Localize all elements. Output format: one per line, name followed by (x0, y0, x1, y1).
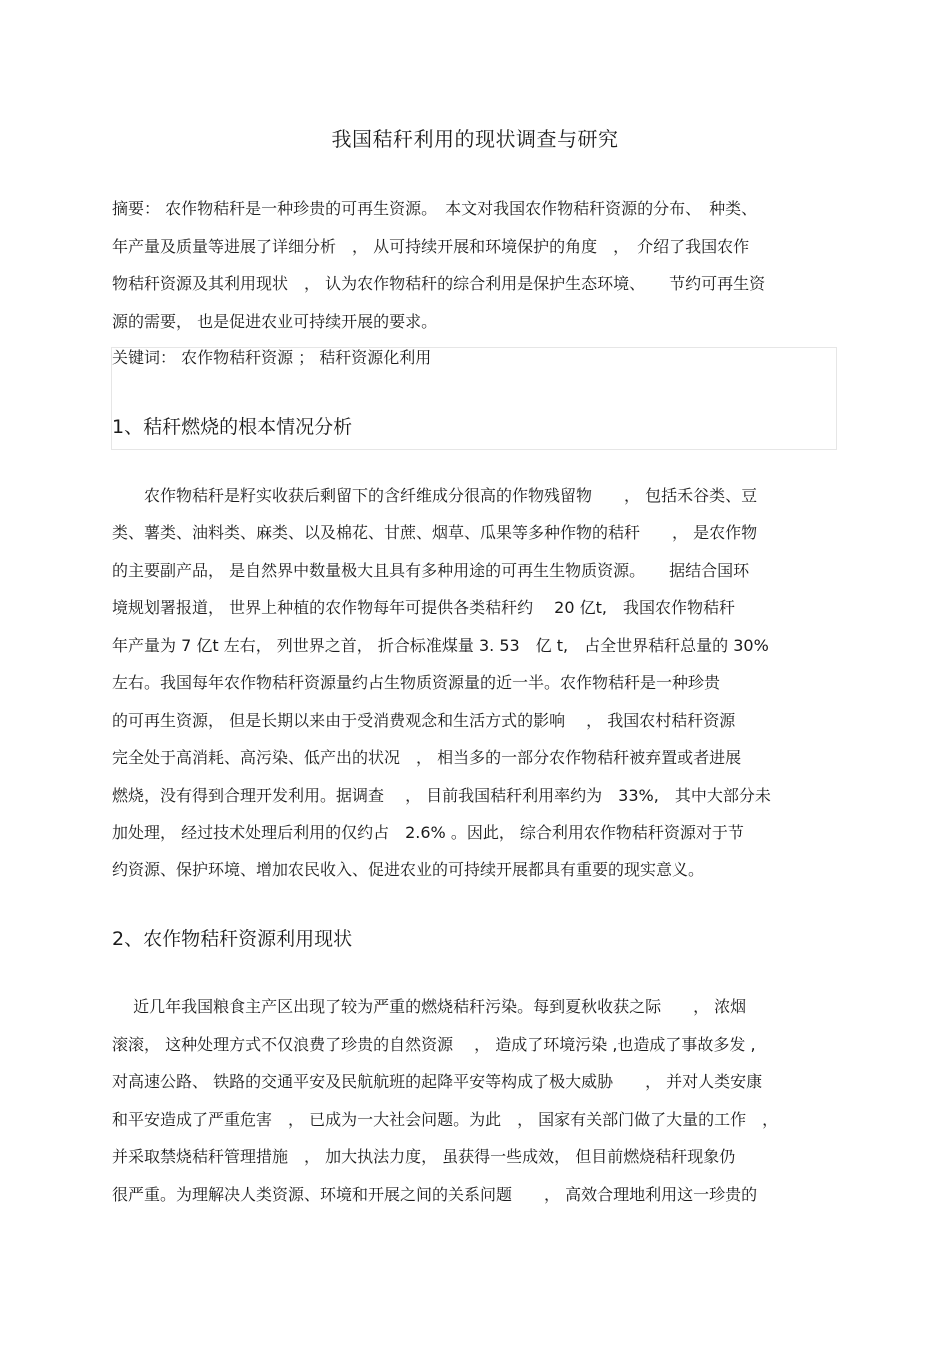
body-line: 完全处于高消耗、高污染、低产出的状况 ， 相当多的一部分农作物秸秆被弃置或者进展 (112, 748, 742, 767)
body-line: 农作物秸秆是籽实收获后剩留下的含纤维成分很高的作物残留物 ， 包括禾谷类、豆 (112, 486, 758, 505)
abstract-line: 摘要： 农作物秸秆是一种珍贵的可再生资源。 本文对我国农作物秸秆资源的分布、 种类、 (112, 199, 758, 218)
body-line: 很严重。为理解决人类资源、环境和开展之间的关系问题 ， 高效合理地利用这一珍贵的 (112, 1185, 758, 1204)
document-title: 我国秸秆利用的现状调查与研究 (331, 127, 619, 151)
body-line: 的可再生资源， 但是长期以来由于受消费观念和生活方式的影响 ， 我国农村秸秆资源 (112, 711, 736, 730)
abstract-line: 源的需要， 也是促进农业可持续开展的要求。 (112, 312, 438, 331)
body-line: 境规划署报道， 世界上种植的农作物每年可提供各类秸秆约 20 亿t, 我国农作物秸秆 (112, 598, 735, 617)
abstract-line: 物秸秆资源及其利用现状 ， 认为农作物秸秆的综合利用是保护生态环境、 节约可再生资 (112, 274, 766, 293)
body-line: 的主要副产品， 是自然界中数量极大且具有多种用途的可再生生物质资源。 据结合国环 (112, 561, 750, 580)
section-heading-1: 1、秸秆燃烧的根本情况分析 (112, 416, 353, 438)
section-heading-2: 2、农作物秸秆资源利用现状 (112, 928, 353, 950)
body-line: 对高速公路、 铁路的交通平安及民航航班的起降平安等构成了极大威胁 ， 并对人类安康 (112, 1072, 763, 1091)
body-line: 近几年我国粮食主产区出现了较为严重的燃烧秸秆污染。每到夏秋收获之际 ， 浓烟 (112, 997, 747, 1016)
abstract-line: 年产量及质量等进展了详细分析 ， 从可持续开展和环境保护的角度 ， 介绍了我国农作 (112, 237, 750, 256)
body-line: 燃烧，没有得到合理开发利用。据调查 ， 目前我国秸秆利用率约为 33%, 其中大部分未 (112, 786, 771, 805)
body-line: 并采取禁烧秸秆管理措施 ， 加大执法力度， 虽获得一些成效， 但目前燃烧秸秆现象仍 (112, 1147, 736, 1166)
body-line: 年产量为 7 亿t 左右， 列世界之首， 折合标准煤量 3. 53 亿 t, 占全世界秸秆总量的 30% (112, 636, 769, 655)
body-line: 滚滚， 这种处理方式不仅浪费了珍贵的自然资源 ， 造成了环境污染 ,也造成了事故多发 , (112, 1035, 756, 1054)
body-line: 左右。我国每年农作物秸秆资源量约占生物质资源量的近一半。农作物秸秆是一种珍贵 (112, 673, 721, 692)
keywords-line: 关键词： 农作物秸秆资源 ； 秸秆资源化利用 (112, 348, 432, 367)
body-line: 约资源、保护环境、增加农民收入、促进农业的可持续开展都具有重要的现实意义。 (112, 860, 705, 879)
body-line: 类、薯类、油料类、麻类、以及棉花、甘蔗、烟草、瓜果等多种作物的秸秆 ， 是农作物 (112, 523, 758, 542)
body-line: 加处理， 经过技术处理后利用的仅约占 2.6% 。因此， 综合利用农作物秸秆资源对于节 (112, 823, 744, 842)
body-line: 和平安造成了严重危害 ， 已成为一大社会问题。为此 ， 国家有关部门做了大量的工作 ， (112, 1110, 779, 1129)
